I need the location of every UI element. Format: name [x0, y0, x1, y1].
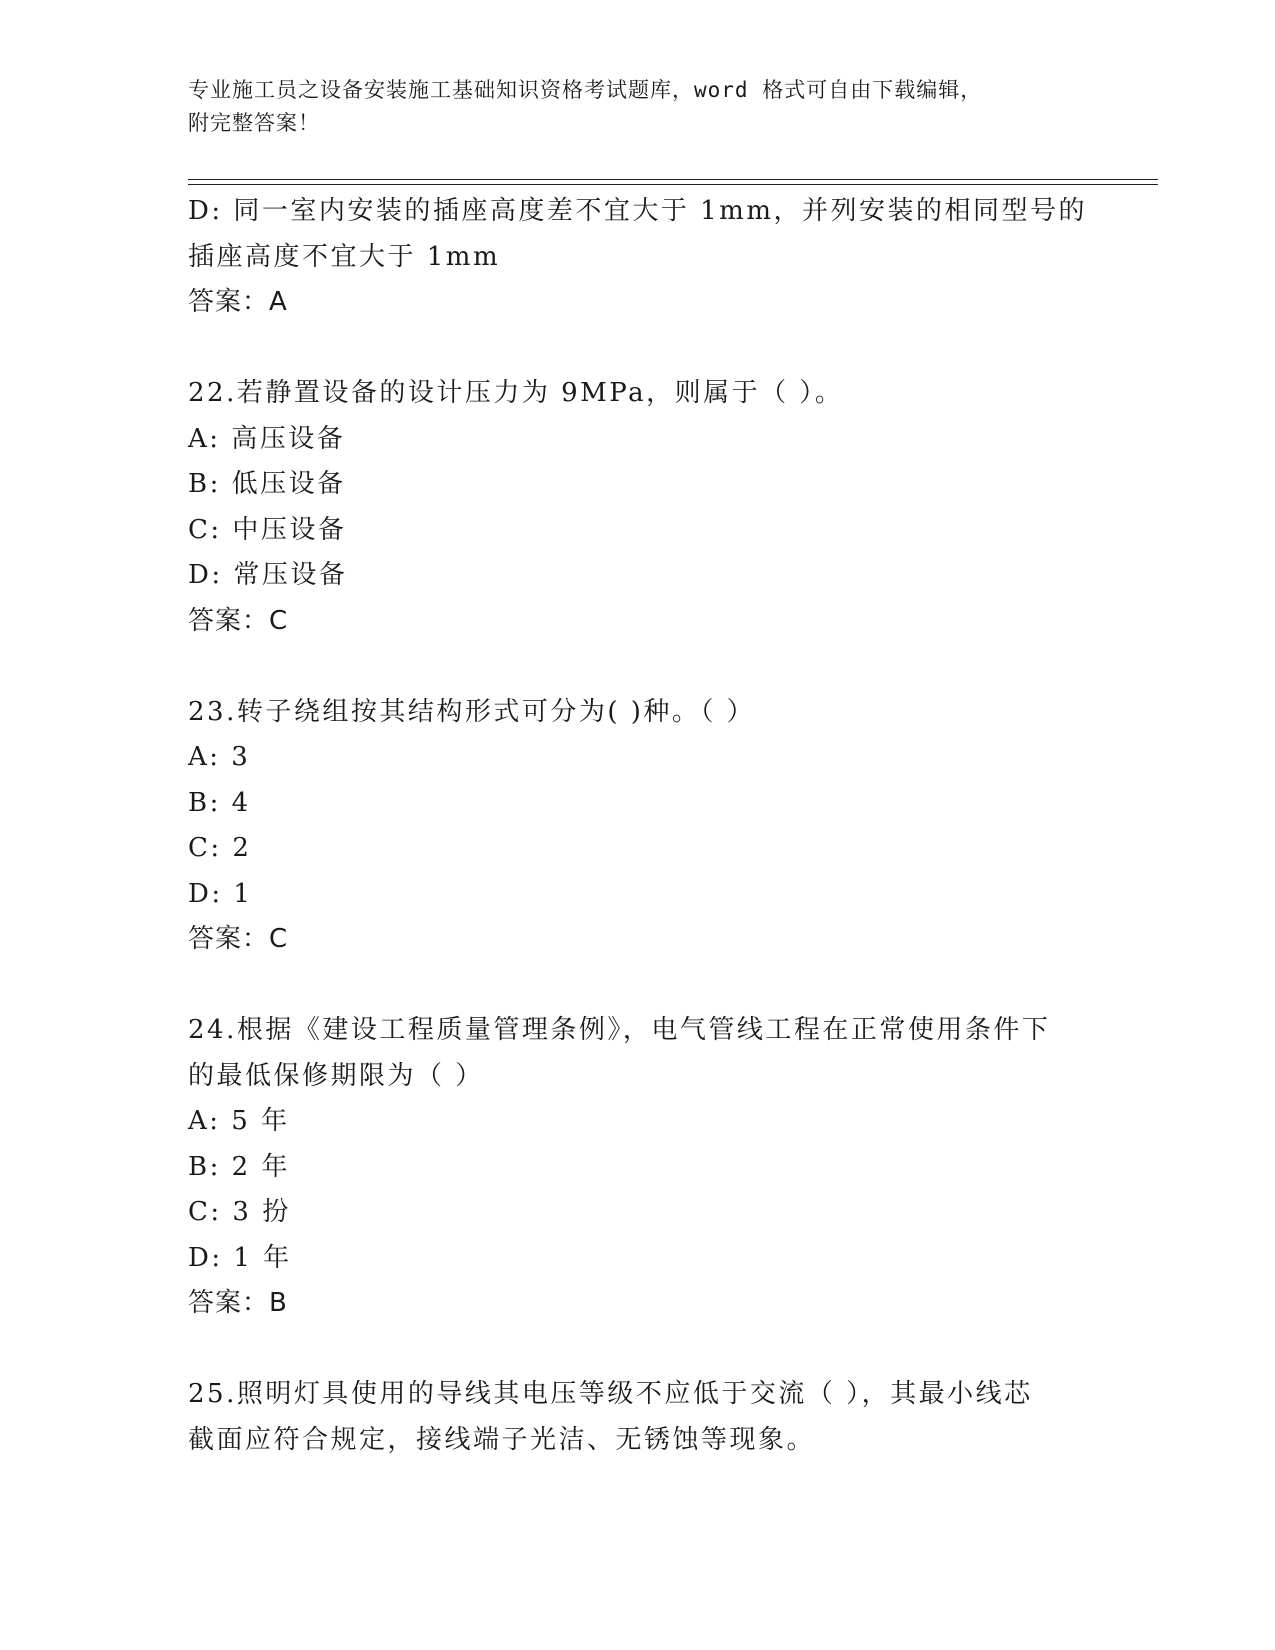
option-b: B: 低压设备: [188, 469, 346, 499]
answer-line: 答案：C: [188, 605, 289, 636]
question-25: [188, 1372, 1088, 1463]
option-d-line-2: 插座高度不宜大于 1mm: [188, 241, 501, 272]
question-24: [188, 1008, 1088, 1327]
spacer: [188, 1327, 1088, 1373]
option-b: B: 2 年: [188, 1151, 290, 1182]
question-stem-line-1: 24.根据《建设工程质量管理条例》，电气管线工程在正常使用条件下: [188, 1015, 1051, 1045]
question-stem: 22.若静置设备的设计压力为 9MPa，则属于（ ）。: [188, 378, 844, 408]
option-a: A: 5 年: [188, 1106, 290, 1136]
option-c: C: 2: [188, 833, 252, 863]
header-title-line-2: 附完整答案！: [188, 111, 320, 135]
header-divider-bottom: [188, 184, 1158, 185]
spacer: [188, 963, 1088, 1009]
question-stem-line-2: 的最低保修期限为（ ）: [188, 1060, 484, 1091]
previous-question-tail: [188, 189, 1088, 326]
option-d: D: 常压设备: [188, 560, 348, 590]
answer-line: 答案：A: [188, 287, 288, 317]
question-stem-line-1: 25.照明灯具使用的导线其电压等级不应低于交流（ ），其最小线芯: [188, 1379, 1033, 1409]
question-23: [188, 690, 1088, 963]
spacer: [188, 644, 1088, 690]
question-content: [188, 189, 1088, 1463]
option-d-line-1: D: 同一室内安装的插座高度差不宜大于 1mm，并列安装的相同型号的: [188, 196, 1087, 226]
header-title-line-1: 专业施工员之设备安装施工基础知识资格考试题库，word 格式可自由下载编辑，: [188, 78, 983, 102]
header-divider-top: [188, 179, 1158, 180]
question-stem-line-2: 截面应符合规定，接线端子光洁、无锈蚀等现象。: [188, 1424, 816, 1455]
option-d: D: 1 年: [188, 1242, 292, 1273]
option-d: D: 1: [188, 878, 253, 909]
option-b: B: 4: [188, 787, 251, 818]
option-a: A: 高压设备: [188, 423, 346, 454]
spacer: [188, 326, 1088, 372]
answer-line: 答案：C: [188, 924, 289, 954]
question-22: [188, 371, 1088, 644]
option-c: C: 中压设备: [188, 514, 347, 545]
document-header: [188, 74, 1088, 140]
option-c: C: 3 扮: [188, 1197, 291, 1227]
question-stem: 23.转子绕组按其结构形式可分为( )种。（ ）: [188, 696, 756, 727]
answer-line: 答案：B: [188, 1288, 288, 1318]
option-a: A: 3: [188, 742, 251, 772]
